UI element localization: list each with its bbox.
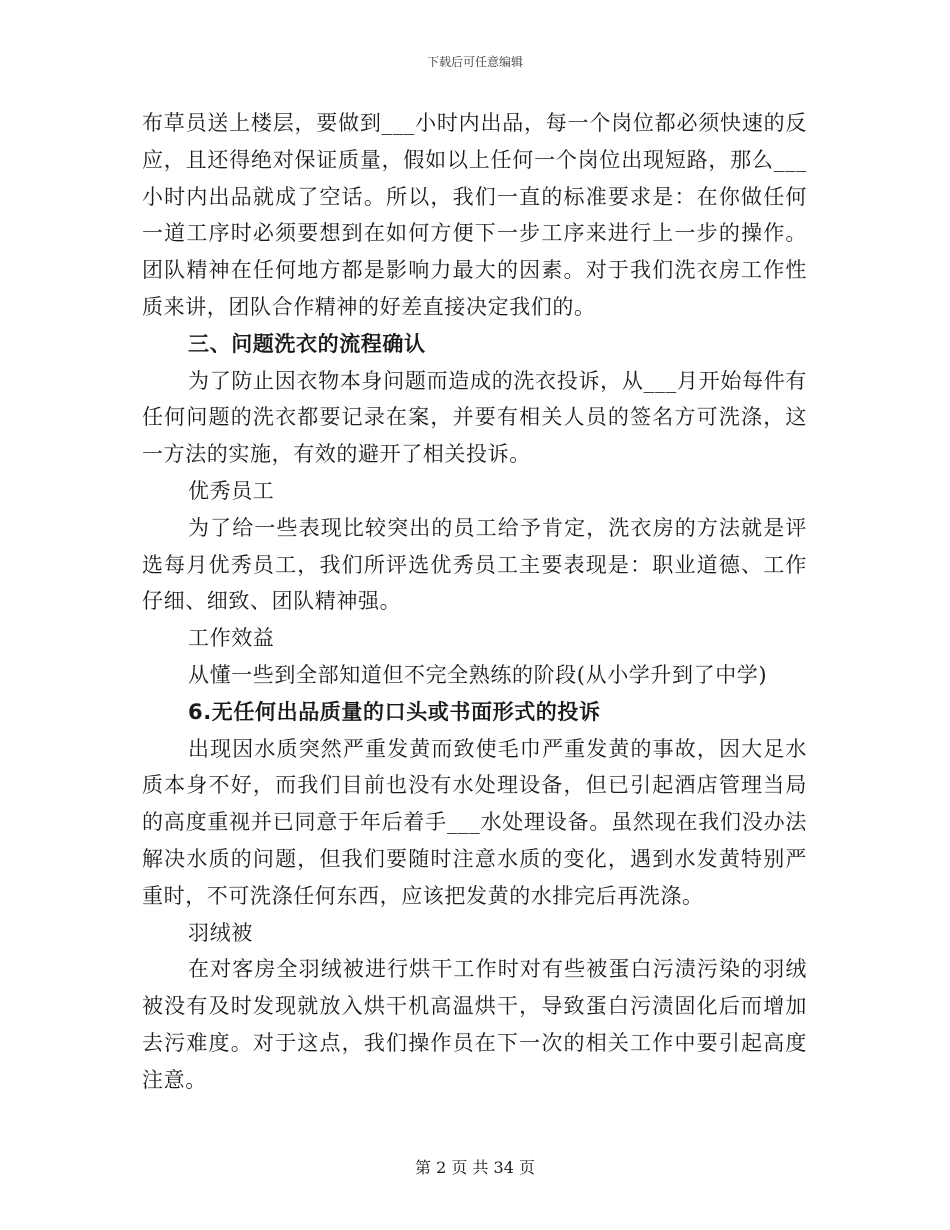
paragraph: 布草员送上楼层，要做到___小时内出品，每一个岗位都必须快速的反应，且还得绝对保证质量，假如以上任何一个岗位出现短路，那么___小时内出品就成了空话。所以，我们一直的标准要求是：在你做任何一道工序时必须要想到在如何方便下一步工序来进行上一步的操作。团队精神在任何地方都是影响力最大的因素。对于我们洗衣房工作性质来讲，团队合作精神的好差直接决定我们的。	[142, 111, 807, 319]
subheading: 工作效益	[188, 626, 275, 651]
section-heading: 三、问题洗衣的流程确认	[188, 331, 426, 356]
document-body	[142, 105, 807, 1099]
paragraph: 出现因水质突然严重发黄而致使毛巾严重发黄的事故，因大足水质本身不好，而我们目前也没有水处理设备，但已引起酒店管理当局的高度重视并已同意于年后着手___水处理设备。虽然现在我们没办法解决水质的问题，但我们要随时注意水质的变化，遇到水发黄特别严重时，不可洗涤任何东西，应该把发黄的水排完后再洗涤。	[142, 736, 807, 908]
page-number: 第 2 页 共 34 页	[415, 1158, 535, 1177]
header-note: 下载后可任意编辑	[426, 55, 523, 69]
paragraph: 为了给一些表现比较突出的员工给予肯定，洗衣房的方法就是评选每月优秀员工，我们所评选优秀员工主要表现是：职业道德、工作仔细、细致、团队精神强。	[142, 515, 807, 614]
section-heading: 6.无任何出品质量的口头或书面形式的投诉	[188, 699, 601, 724]
paragraph: 在对客房全羽绒被进行烘干工作时对有些被蛋白污渍污染的羽绒被没有及时发现就放入烘干机高温烘干，导致蛋白污渍固化后而增加去污难度。对于这点，我们操作员在下一次的相关工作中要引起高度注意。	[142, 957, 807, 1092]
paragraph: 为了防止因衣物本身问题而造成的洗衣投诉，从___月开始每件有任何问题的洗衣都要记录在案，并要有相关人员的签名方可洗涤，这一方法的实施，有效的避开了相关投诉。	[142, 368, 807, 467]
subheading: 优秀员工	[188, 478, 275, 503]
paragraph: 从懂一些到全部知道但不完全熟练的阶段(从小学升到了中学)	[188, 662, 768, 687]
subheading: 羽绒被	[188, 920, 253, 945]
